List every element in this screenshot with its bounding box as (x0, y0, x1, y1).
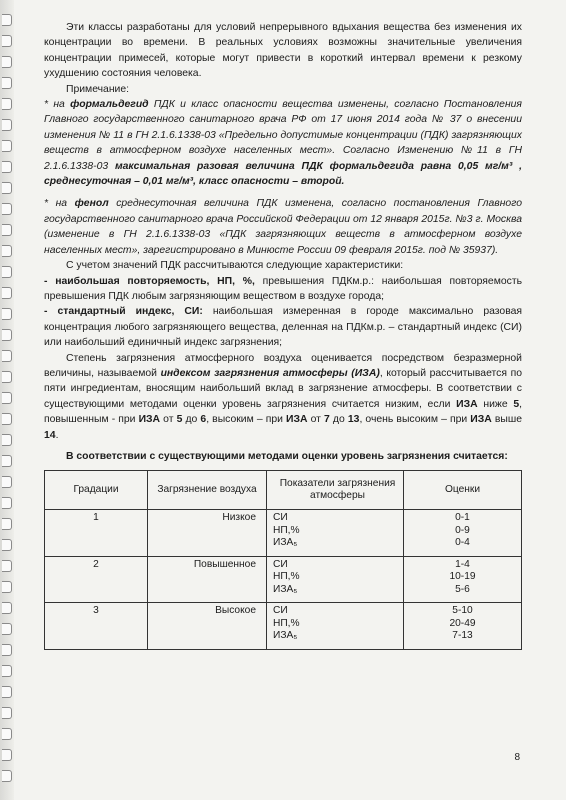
binding-hole (2, 245, 12, 257)
definition-np: - наибольшая повторяемость, НП, %, превышения ПДКм.р.: наибольшая повторяемость превышения ПДК любым загрязняющим веществом в воздухе города; (44, 275, 522, 302)
binding-hole (2, 182, 12, 194)
binding-hole (2, 203, 12, 215)
note-phenol: * на фенол среднесуточная величина ПДК изменена, согласно постановления Главного государственного санитарного врача Российской Федерации от 12 января 2015г. №3 г. Москва (изменение в ГН 2.1.6.1338-03 «ПДК загрязняющих веществ в атмосферном воздухе населенных мест», зарегистрировано в Минюсте России 09 февраля 2015г. под № 35937). (44, 198, 522, 256)
binding-hole (2, 329, 12, 341)
definition-si: - стандартный индекс, СИ: наибольшая измеренная в городе максимально разовая концентрация любого загрязняющего вещества, деленная на ПДКм.р. – стандартный индекс (СИ) или наибольший единичный индекс загрязнения; (44, 306, 523, 349)
cell-scores: 1-4 10-19 5-6 (404, 556, 522, 603)
binding-hole (2, 707, 12, 719)
binding-hole (2, 35, 12, 47)
note-formaldehyde: * на формальдегид ПДК и класс опасности вещества изменены, согласно Постановления Главного государственного санитарного врача РФ от 17 июня 2014 года № 37 о внесении изменения № 11 в ГН 2.1.6.1338-03 «Предельно допустимые концентрации (ПДК) загрязняющих веществ в атмосферном воздухе населенных мест». Согласно Изменению №11 в ГН 2.1.6.1338-03 максимальная разовая величина ПДК формальдегида равна 0,05 мг/м³ , среднесуточная – 0,01 мг/м³, класс опасности – второй. (44, 99, 522, 188)
header-scores: Оценки (404, 471, 522, 510)
cell-scores: 0-1 0-9 0-4 (404, 510, 522, 557)
cell-grade: 1 (45, 510, 148, 557)
table-heading: В соответствии с существующими методами оценки уровень загрязнения считается: (66, 450, 508, 462)
binding-hole (2, 56, 12, 68)
header-indicators: Показатели загрязнения атмосферы (267, 471, 404, 510)
binding-hole (2, 77, 12, 89)
binding-hole (2, 14, 12, 26)
binding-hole (2, 770, 12, 782)
cell-level: Повышенное (148, 556, 267, 603)
binding-hole (2, 434, 12, 446)
binding-hole (2, 581, 12, 593)
cell-grade: 2 (45, 556, 148, 603)
binding-hole (2, 119, 12, 131)
binding-hole (2, 98, 12, 110)
binding-hole (2, 308, 12, 320)
binding-hole (2, 455, 12, 467)
cell-indicators: СИ НП,% ИЗА₅ (267, 556, 404, 603)
binding-hole (2, 644, 12, 656)
table-row (45, 510, 522, 557)
binding-hole (2, 560, 12, 572)
paragraph-intro: Эти классы разработаны для условий непрерывного вдыхания вещества без изменения их концентрации во времени. В реальных условиях возможны значительные увеличения концентрации примесей, которые могут привести в короткий интервал времени к резкому ухудшению состояния человека. (44, 22, 522, 80)
binding-hole (2, 413, 12, 425)
table-header-row (45, 471, 522, 510)
paragraph-iza: Степень загрязнения атмосферного воздуха оценивается посредством безразмерной величины, называемой индексом загрязнения атмосферы (ИЗА), который рассчитывается по пяти ингредиентам, вносящим наибольший вклад в загрязнение атмосферы. В соответствии с существующими методами оценки уровень загрязнения считается низким, если ИЗА ниже 5, повышенным - при ИЗА от 5 до 6, высоким – при ИЗА от 7 до 13, очень высоким – при ИЗА выше 14. (44, 352, 523, 441)
table-row (45, 556, 522, 603)
binding-hole (2, 224, 12, 236)
page-content (44, 20, 522, 650)
binding-hole (2, 140, 12, 152)
binding-hole (2, 392, 12, 404)
binding-hole (2, 518, 12, 530)
cell-indicators: СИ НП,% ИЗА₅ (267, 510, 404, 557)
binding-hole (2, 749, 12, 761)
header-grade: Градации (45, 471, 148, 510)
cell-grade: 3 (45, 603, 148, 650)
binding-hole (2, 350, 12, 362)
binding-hole (2, 539, 12, 551)
header-level: Загрязнение воздуха (148, 471, 267, 510)
pollution-table (44, 470, 522, 650)
page-number: 8 (514, 752, 520, 763)
binding-hole (2, 602, 12, 614)
binding-hole (2, 161, 12, 173)
binding-hole (2, 371, 12, 383)
binding-hole (2, 728, 12, 740)
cell-indicators: СИ НП,% ИЗА₅ (267, 603, 404, 650)
note-label: Примечание: (66, 83, 130, 95)
cell-level: Высокое (148, 603, 267, 650)
paragraph-characteristics: С учетом значений ПДК рассчитываются следующие характеристики: (66, 260, 404, 272)
binding-hole (2, 497, 12, 509)
binding-strip (0, 0, 14, 800)
binding-hole (2, 623, 12, 635)
binding-hole (2, 287, 12, 299)
binding-hole (2, 266, 12, 278)
cell-scores: 5-10 20-49 7-13 (404, 603, 522, 650)
binding-hole (2, 665, 12, 677)
cell-level: Низкое (148, 510, 267, 557)
binding-hole (2, 686, 12, 698)
binding-hole (2, 476, 12, 488)
table-row (45, 603, 522, 650)
